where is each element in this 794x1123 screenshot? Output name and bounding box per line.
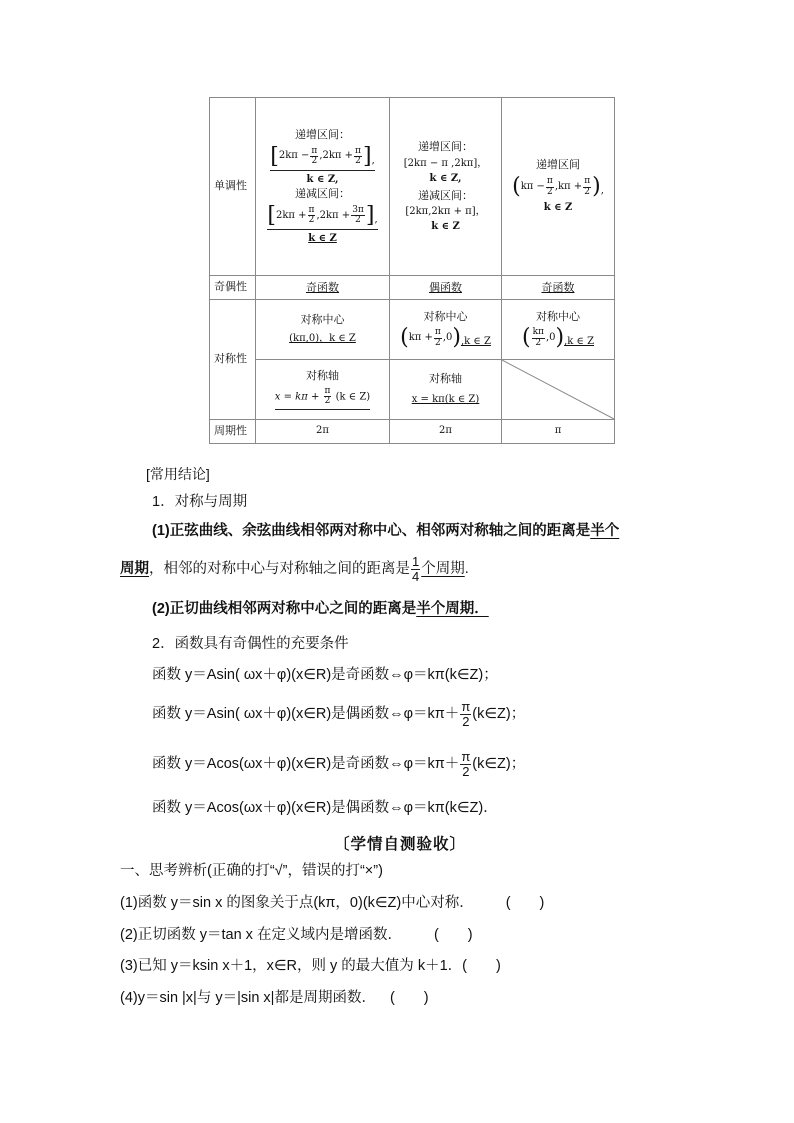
answer-blank-4[interactable]: ( ) bbox=[389, 990, 429, 1006]
row-parity bbox=[210, 276, 615, 300]
cos-inc-label: 递增区间： bbox=[418, 140, 473, 154]
cos-period: 2π bbox=[390, 420, 502, 444]
conclusion-1-para2: (2)正切曲线相邻两对称中心之间的距离是半个周期． bbox=[152, 601, 489, 617]
sin-dec-interval: [ 2kπ + $\frac{\pi}{2}$ ,2kπ + $\frac{3\pi}{2}$ ] , bbox=[267, 202, 378, 228]
tan-parity: 奇函数 bbox=[502, 276, 615, 300]
question-1: (1)函数 y＝sin x 的图象关于点(kπ，0)(k∈Z)中心对称． ( ) bbox=[120, 895, 545, 911]
sin-sym-center: 对称中心 (kπ,0)，k ∈ Z bbox=[256, 300, 390, 360]
row-header-monotonicity: 单调性 bbox=[210, 98, 256, 276]
sin-inc-label: 递增区间： bbox=[295, 127, 350, 141]
sin-inc-interval: [ 2kπ − $\frac{\pi}{2}$ ,2kπ + $\frac{\pi}{2}$ ] , bbox=[270, 143, 375, 169]
sin-monotonicity-cell bbox=[256, 98, 390, 276]
formula-3: 函数 y＝Acos(ωx＋φ)(x∈R)是奇函数⇔φ＝kπ＋ π 2 (k∈Z)； bbox=[152, 749, 526, 779]
formula-1: 函数 y＝Asin( ωx＋φ)(x∈R)是奇函数⇔φ＝kπ(k∈Z)； bbox=[152, 667, 498, 683]
conclusion-1-para1-line1: (1)正弦曲线、余弦曲线相邻两对称中心、相邻两对称轴之间的距离是半个 bbox=[152, 523, 620, 539]
cos-inc-kz: k ∈ Z, bbox=[429, 173, 462, 184]
tan-inc-interval: ( kπ − $\frac{\pi}{2}$ ,kπ + $\frac{\pi}{2}$ ) , bbox=[512, 174, 604, 200]
row-monotonicity bbox=[210, 98, 615, 276]
answer-blank-1[interactable]: ( ) bbox=[505, 895, 545, 911]
cos-dec-interval: [2kπ,2kπ + π]， bbox=[405, 205, 486, 217]
diagonal-line bbox=[502, 360, 614, 419]
tan-sym-axis-empty bbox=[502, 360, 615, 420]
conclusion-1-para1-line2: 周期 ，相邻的对称中心与对称轴之间的距离是 1 4 个周期 . bbox=[120, 554, 469, 584]
cos-sym-center: 对称中心 ( kπ + $\frac{\pi}{2}$ ,0 ) ,k ∈ Z bbox=[390, 300, 502, 360]
conclusions-heading: [常用结论] bbox=[146, 466, 210, 482]
cos-dec-label: 递减区间： bbox=[418, 188, 473, 202]
answer-blank-3[interactable]: ( ) bbox=[462, 958, 501, 974]
sin-sym-axis: 对称轴 x = kπ + $\frac{\pi}{2}$ (k ∈ Z) bbox=[256, 360, 390, 420]
row-symmetry-center bbox=[210, 300, 615, 360]
row-header-period: 周期性 bbox=[210, 420, 256, 444]
answer-blank-2[interactable]: ( ) bbox=[433, 927, 473, 943]
conclusion-1-title: 1．对称与周期 bbox=[152, 494, 248, 510]
question-3: (3)已知 y＝ksin x＋1，x∈R，则 y 的最大值为 k＋1．( ) bbox=[120, 958, 501, 974]
tan-period: π bbox=[502, 420, 615, 444]
sin-dec-kz: k ∈ Z bbox=[308, 232, 337, 244]
cos-parity: 偶函数 bbox=[390, 276, 502, 300]
formula-4: 函数 y＝Acos(ωx＋φ)(x∈R)是偶函数⇔φ＝kπ(k∈Z)． bbox=[152, 800, 498, 816]
section-title: 〔学情自测验收〕 bbox=[334, 836, 467, 853]
question-4: (4)y＝sin |x|与 y＝|sin x|都是周期函数． ( ) bbox=[120, 990, 429, 1006]
sin-period: 2π bbox=[256, 420, 390, 444]
row-period bbox=[210, 420, 615, 444]
sin-parity: 奇函数 bbox=[256, 276, 390, 300]
tan-inc-label: 递增区间 bbox=[536, 158, 580, 172]
row-header-symmetry: 对称性 bbox=[210, 300, 256, 420]
cos-monotonicity-cell bbox=[390, 98, 502, 276]
cos-inc-interval: [2kπ − π ,2kπ]， bbox=[403, 157, 488, 169]
row-symmetry-axis bbox=[210, 360, 615, 420]
tan-inc-kz: k ∈ Z bbox=[543, 202, 573, 214]
conclusion-2-title: 2．函数具有奇偶性的充要条件 bbox=[152, 636, 349, 652]
question-2: (2)正切函数 y＝tan x 在定义域内是增函数． ( ) bbox=[120, 927, 473, 943]
section-instruction: 一、思考辨析(正确的打“√”，错误的打“×”) bbox=[120, 863, 383, 879]
tan-monotonicity-cell bbox=[502, 98, 615, 276]
trig-properties-table bbox=[209, 97, 615, 444]
sin-inc-kz: k ∈ Z, bbox=[306, 173, 339, 185]
cos-sym-axis: 对称轴 x = kπ(k ∈ Z) bbox=[390, 360, 502, 420]
formula-2: 函数 y＝Asin( ωx＋φ)(x∈R)是偶函数⇔φ＝kπ＋ π 2 (k∈Z)； bbox=[152, 699, 526, 729]
sin-dec-label: 递减区间： bbox=[295, 187, 350, 200]
tan-sym-center: 对称中心 ( $\frac{k\pi}{2}$ ,0 ) ,k ∈ Z bbox=[502, 300, 615, 360]
cos-dec-kz: k ∈ Z bbox=[431, 221, 460, 233]
row-header-parity: 奇偶性 bbox=[210, 276, 256, 300]
